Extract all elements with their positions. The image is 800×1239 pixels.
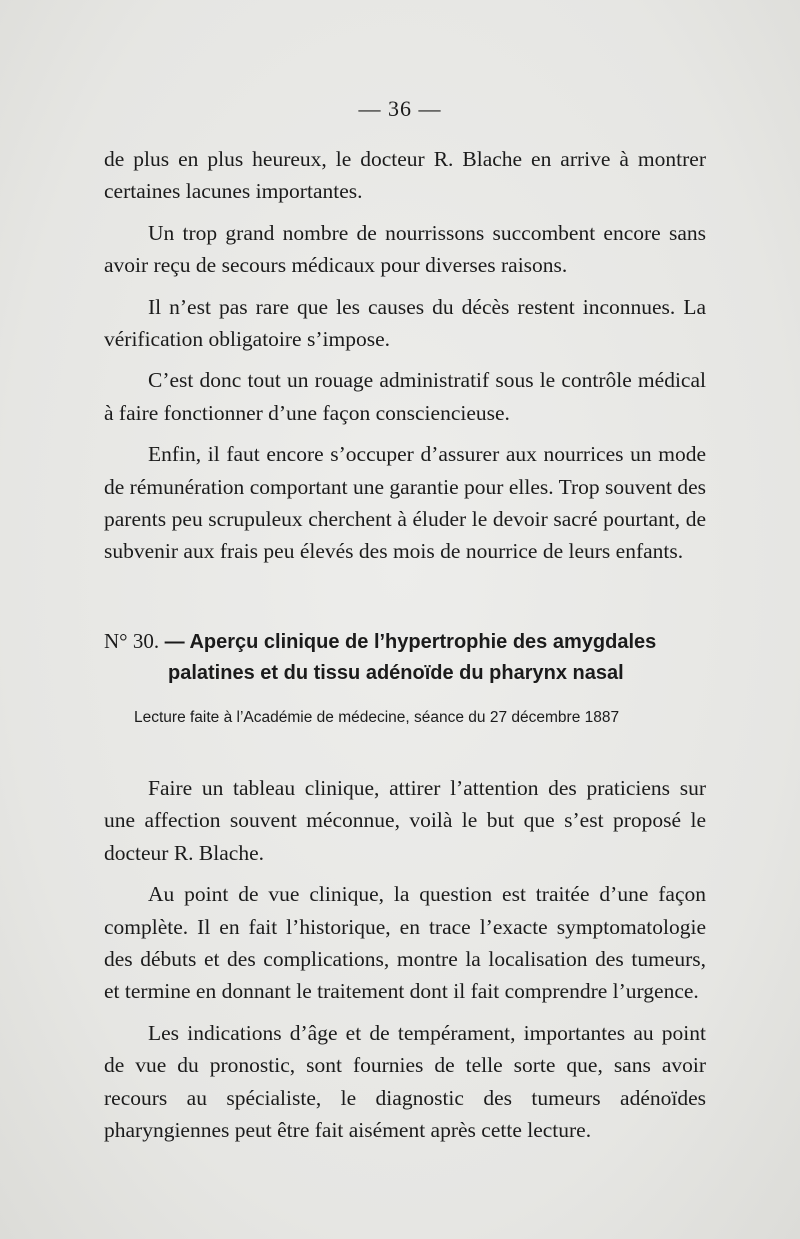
paragraph: Un trop grand nombre de nourrissons succombent encore sans avoir reçu de secours médicaux pour diverses raisons. xyxy=(104,220,706,278)
section-title-line1: — Aperçu clinique de l’hypertrophie des amygdales xyxy=(164,631,657,653)
paragraph-continued: de plus en plus heureux, le docteur R. Blache en arrive à montrer certaines lacunes importantes. xyxy=(104,147,706,204)
paragraph: C’est donc tout un rouage administratif sous le contrôle médical à faire fonctionner d’une façon consciencieuse. xyxy=(104,368,706,425)
section-heading xyxy=(104,626,706,689)
section-subtitle: Lecture faite à l’Académie de médecine, séance du 27 décembre 1887 xyxy=(134,709,620,726)
top-text-block xyxy=(104,143,706,577)
paragraph: Il n’est pas rare que les causes du décès restent inconnues. La vérification obligatoire s’impose. xyxy=(104,294,706,352)
paragraph: Au point de vue clinique, la question est traitée d’une façon complète. Il en fait l’historique, en trace l’exacte symptomatologie des débuts et des complications, montre la localisation des tumeurs, et termine en donnant le traitement dont il fait comprendre l’urgence. xyxy=(104,882,706,1004)
bottom-text-block xyxy=(104,772,706,1155)
paragraph: Enfin, il faut encore s’occuper d’assurer aux nourrices un mode de rémunération comportant une garantie pour elles. Trop souvent des parents peu scrupuleux cherchent à éluder le devoir sacré pourtant, de subvenir aux frais peu élevés des mois de nourrice de leurs enfants. xyxy=(104,442,706,564)
paragraph: Les indications d’âge et de tempérament, importantes au point de vue du pronostic, sont fournies de telle sorte que, sans avoir recours au spécialiste, le diagnostic des tumeurs adénoïdes pharyngiennes peut être fait aisément après cette lecture. xyxy=(104,1020,706,1143)
paragraph: Faire un tableau clinique, attirer l’attention des praticiens sur une affection souvent méconnue, voilà le but que s’est proposé le docteur R. Blache. xyxy=(104,776,706,865)
page-number: — 36 — xyxy=(358,96,442,121)
section-title-line2: palatines et du tissu adénoïde du pharynx nasal xyxy=(168,662,624,684)
section-number: N° 30. xyxy=(104,629,160,653)
